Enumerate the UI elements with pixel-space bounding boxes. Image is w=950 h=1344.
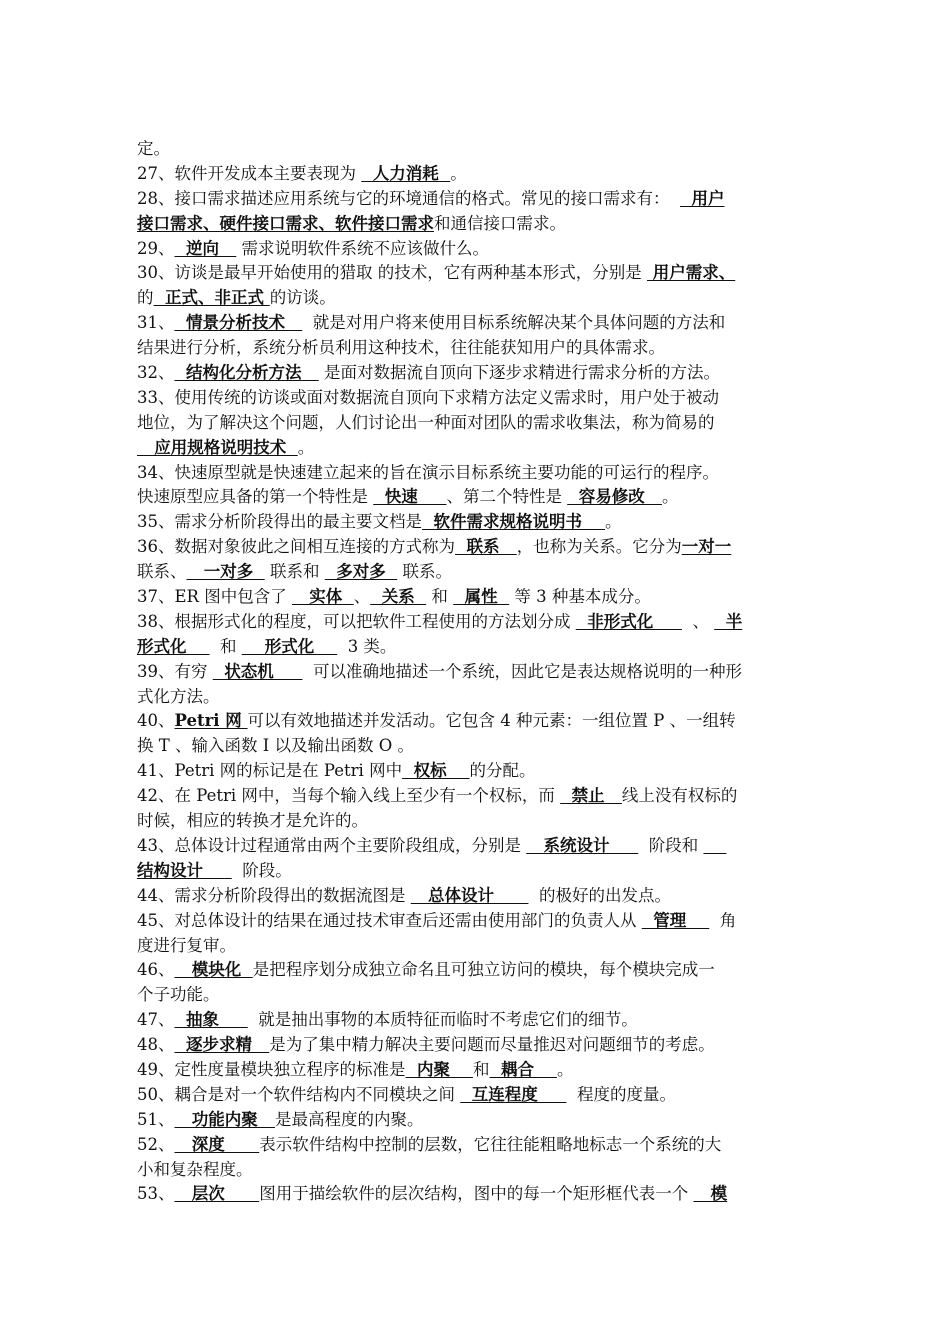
text-segment: 快速原型应具备的第一个特性是: [137, 487, 374, 507]
text-segment: 32、: [137, 363, 175, 383]
text-segment: 的极好的出发点。: [528, 885, 671, 905]
text-line: [137, 485, 817, 510]
answer-blank: 结构设计: [137, 860, 232, 880]
text-line: [137, 212, 817, 237]
text-segment: 是最高程度的内聚。: [274, 1109, 424, 1129]
text-line: [137, 834, 817, 859]
text-segment: 、: [681, 611, 715, 631]
text-line: [137, 237, 817, 262]
text-line: [137, 610, 817, 635]
text-line: [137, 1133, 817, 1158]
text-line: [137, 685, 817, 710]
answer-blank: 用户: [680, 188, 725, 208]
text-segment: 40、: [137, 711, 175, 731]
answer-blank: 逐步求精: [174, 1035, 270, 1055]
text-line: [137, 884, 817, 909]
text-segment: 。: [604, 512, 622, 532]
text-line: [137, 635, 817, 660]
answer-blank: 半: [714, 611, 743, 631]
text-segment: 。: [661, 487, 679, 507]
text-segment: 、: [353, 587, 371, 607]
answer-blank: 非形式化: [575, 611, 682, 631]
answer-blank: 形式化: [137, 636, 210, 656]
text-segment: 阶段。: [231, 860, 292, 880]
text-line: [137, 859, 817, 884]
text-line: [137, 660, 817, 685]
answer-blank: [703, 836, 726, 855]
text-line: [137, 958, 817, 983]
text-segment: 3 类。: [337, 636, 397, 656]
answer-blank: 应用规格说明技术: [137, 437, 298, 457]
text-segment: 可以准确地描述一个系统，因此它是表达规格说明的一种形: [302, 661, 742, 681]
answer-blank: 容易修改: [567, 487, 662, 507]
answer-blank: 快速: [373, 487, 447, 507]
text-line: [137, 411, 817, 436]
answer-blank: 属性: [453, 587, 510, 607]
text-line: [137, 909, 817, 934]
text-segment: 35、需求分析阶段得出的最主要文档是: [137, 512, 422, 532]
text-segment: 就是抽出事物的本质特征而临时不考虑它们的细节。: [247, 1010, 638, 1030]
answer-blank: 形式化: [241, 636, 338, 656]
text-segment: 。: [297, 437, 315, 457]
answer-blank: 软件需求规格说明书: [422, 512, 605, 532]
text-line: [137, 461, 817, 486]
answer-blank: 层次: [174, 1184, 260, 1204]
text-line: [137, 1058, 817, 1083]
text-segment: 等 3 种基本成分。: [509, 587, 651, 607]
text-line: [137, 187, 817, 212]
answer-blank: 模块化: [174, 960, 253, 980]
answer-blank: 功能内聚: [174, 1109, 275, 1129]
answer-blank: 联系: [455, 537, 517, 557]
text-segment: 是把程序划分成独立命名且可独立访问的模块，每个模块完成一: [252, 960, 715, 980]
answer-blank: 实体: [291, 587, 354, 607]
answer-blank: 抽象: [174, 1010, 248, 1030]
answer-blank: 结构化分析方法: [174, 363, 319, 383]
text-segment: 52、: [137, 1134, 175, 1154]
answer-blank: 情景分析技术: [174, 313, 303, 333]
text-segment: 可以有效地描述并发活动。它包含 4 种元素：一组位置 P 、一组转: [247, 711, 736, 731]
text-line: [137, 510, 817, 535]
text-segment: 小和复杂程度。: [137, 1159, 253, 1179]
text-segment: 44、需求分析阶段得出的数据流图是: [137, 885, 411, 905]
text-line: [137, 983, 817, 1008]
text-segment: 43、总体设计过程通常由两个主要阶段组成，分别是: [137, 835, 527, 855]
text-segment: 和: [472, 1059, 490, 1079]
text-segment: 。: [450, 163, 467, 183]
text-line: [137, 162, 817, 187]
text-segment: ，也称为关系。它分为: [516, 537, 682, 557]
text-line: [137, 286, 817, 311]
answer-blank: Petri 网: [174, 711, 248, 731]
text-segment: 度进行复审。: [137, 935, 236, 955]
text-segment: 的分配。: [469, 761, 536, 781]
text-segment: 的: [137, 288, 154, 308]
answer-blank: 系统设计: [526, 835, 639, 855]
text-segment: 47、: [137, 1010, 175, 1030]
answer-blank: 管理: [641, 910, 710, 930]
text-segment: 需求说明软件系统不应该做什么。: [236, 238, 489, 258]
text-segment: 49、定性度量模块独立程序的标准是: [137, 1059, 406, 1079]
answer-blank: 模: [693, 1184, 728, 1204]
text-segment: 30、访谈是最早开始使用的猎取 的技术，它有两种基本形式，分别是: [137, 263, 647, 283]
text-segment: 39、有穷: [137, 661, 213, 681]
text-segment: 42、在 Petri 网中，当每个输入线上至少有一个权标，而: [137, 786, 561, 806]
text-segment: 联系。: [397, 562, 452, 582]
text-segment: 50、耦合是对一个软件结构内不同模块之间: [137, 1084, 461, 1104]
text-line: [137, 1083, 817, 1108]
answer-blank: 内聚: [405, 1059, 473, 1079]
text-line: [137, 1108, 817, 1133]
text-line: [137, 137, 817, 162]
document-body: [137, 137, 817, 1207]
text-line: [137, 934, 817, 959]
text-segment: 联系和: [264, 562, 325, 582]
text-line: [137, 585, 817, 610]
text-line: [137, 1008, 817, 1033]
text-segment: 个子功能。: [137, 985, 220, 1005]
answer-blank: 耦合: [489, 1059, 557, 1079]
text-segment: 角: [709, 910, 737, 930]
answer-blank: 逆向: [174, 238, 237, 258]
text-segment: 是面对数据流自顶向下逐步求精进行需求分析的方法。: [318, 363, 720, 383]
answer-blank: 正式、非正式: [153, 288, 270, 308]
text-segment: 36、数据对象彼此之间相互连接的方式称为: [137, 537, 455, 557]
answer-blank: 一对多: [186, 562, 265, 582]
text-segment: 换 T 、输入函数 I 以及输出函数 O 。: [137, 736, 415, 756]
text-segment: 38、根据形式化的程度，可以把软件工程使用的方法划分成: [137, 611, 576, 631]
text-segment: 和: [426, 587, 454, 607]
text-line: [137, 535, 817, 560]
text-segment: 结果进行分析，系统分析员利用这种技术，往往能获知用户的具体需求。: [137, 338, 665, 358]
text-segment: 联系、: [137, 562, 187, 582]
text-segment: 和: [209, 636, 242, 656]
answer-blank: 人力消耗: [361, 163, 451, 183]
text-segment: 、第二个特性是: [446, 487, 568, 507]
answer-blank: 互连程度: [460, 1084, 567, 1104]
text-segment: 46、: [137, 960, 175, 980]
text-segment: 51、: [137, 1109, 175, 1129]
text-segment: 地位，为了解决这个问题，人们讨论出一种面对团队的需求收集法，称为简易的: [137, 412, 715, 432]
text-segment: 是为了集中精力解决主要问题而尽量推迟对问题细节的考虑。: [269, 1035, 715, 1055]
text-line: [137, 734, 817, 759]
text-line: [137, 336, 817, 361]
text-segment: 31、: [137, 313, 175, 333]
text-line: [137, 311, 817, 336]
text-line: [137, 1033, 817, 1058]
text-segment: 就是对用户将来使用目标系统解决某个具体问题的方法和: [302, 313, 726, 333]
answer-blank: 深度: [174, 1134, 260, 1154]
answer-blank: 权标: [402, 761, 470, 781]
answer-blank: 用户需求、: [647, 263, 736, 283]
text-segment: 37、ER 图中包含了: [137, 587, 292, 607]
text-segment: 和通信接口需求。: [434, 213, 566, 233]
text-segment: 29、: [137, 238, 175, 258]
text-line: [137, 386, 817, 411]
text-line: [137, 784, 817, 809]
text-line: [137, 1158, 817, 1183]
text-line: [137, 1182, 817, 1207]
text-line: [137, 709, 817, 734]
answer-blank: 一对一: [681, 537, 732, 557]
text-line: [137, 436, 817, 461]
answer-blank: 状态机: [212, 661, 303, 681]
text-line: [137, 261, 817, 286]
text-segment: 式化方法。: [137, 686, 220, 706]
text-segment: 45、对总体设计的结果在通过技术审查后还需由使用部门的负责人从: [137, 910, 642, 930]
answer-blank: 多对多: [324, 562, 398, 582]
text-segment: 图用于描绘软件的层次结构，图中的每一个矩形框代表一个: [259, 1184, 694, 1204]
text-segment: 时候，相应的转换才是允许的。: [137, 811, 368, 831]
answer-blank: 接口需求、硬件接口需求、软件接口需求: [137, 213, 434, 233]
text-segment: 41、Petri 网的标记是在 Petri 网中: [137, 761, 403, 781]
text-segment: 28、接口需求描述应用系统与它的环境通信的格式。常见的接口需求有：: [137, 188, 680, 208]
text-segment: 33、使用传统的访谈或面对数据流自顶向下求精方法定义需求时，用户处于被动: [137, 387, 719, 407]
text-line: [137, 560, 817, 585]
text-segment: 53、: [137, 1184, 175, 1204]
text-segment: 。: [556, 1059, 574, 1079]
text-segment: 阶段和: [638, 835, 704, 855]
text-segment: 表示软件结构中控制的层数，它往往能粗略地标志一个系统的大: [259, 1134, 722, 1154]
text-segment: 48、: [137, 1035, 175, 1055]
text-segment: 定。: [137, 139, 170, 158]
answer-blank: 关系: [370, 587, 427, 607]
text-line: [137, 361, 817, 386]
text-line: [137, 809, 817, 834]
answer-blank: 总体设计: [410, 885, 529, 905]
answer-blank: 禁止: [560, 786, 622, 806]
text-segment: 程度的度量。: [566, 1084, 676, 1104]
text-segment: 27、软件开发成本主要表现为: [137, 163, 362, 183]
text-segment: 34、快速原型就是快速建立起来的旨在演示目标系统主要功能的可运行的程序。: [137, 462, 719, 482]
text-segment: 的访谈。: [269, 288, 336, 308]
text-line: [137, 759, 817, 784]
text-segment: 线上没有权标的: [621, 786, 738, 806]
